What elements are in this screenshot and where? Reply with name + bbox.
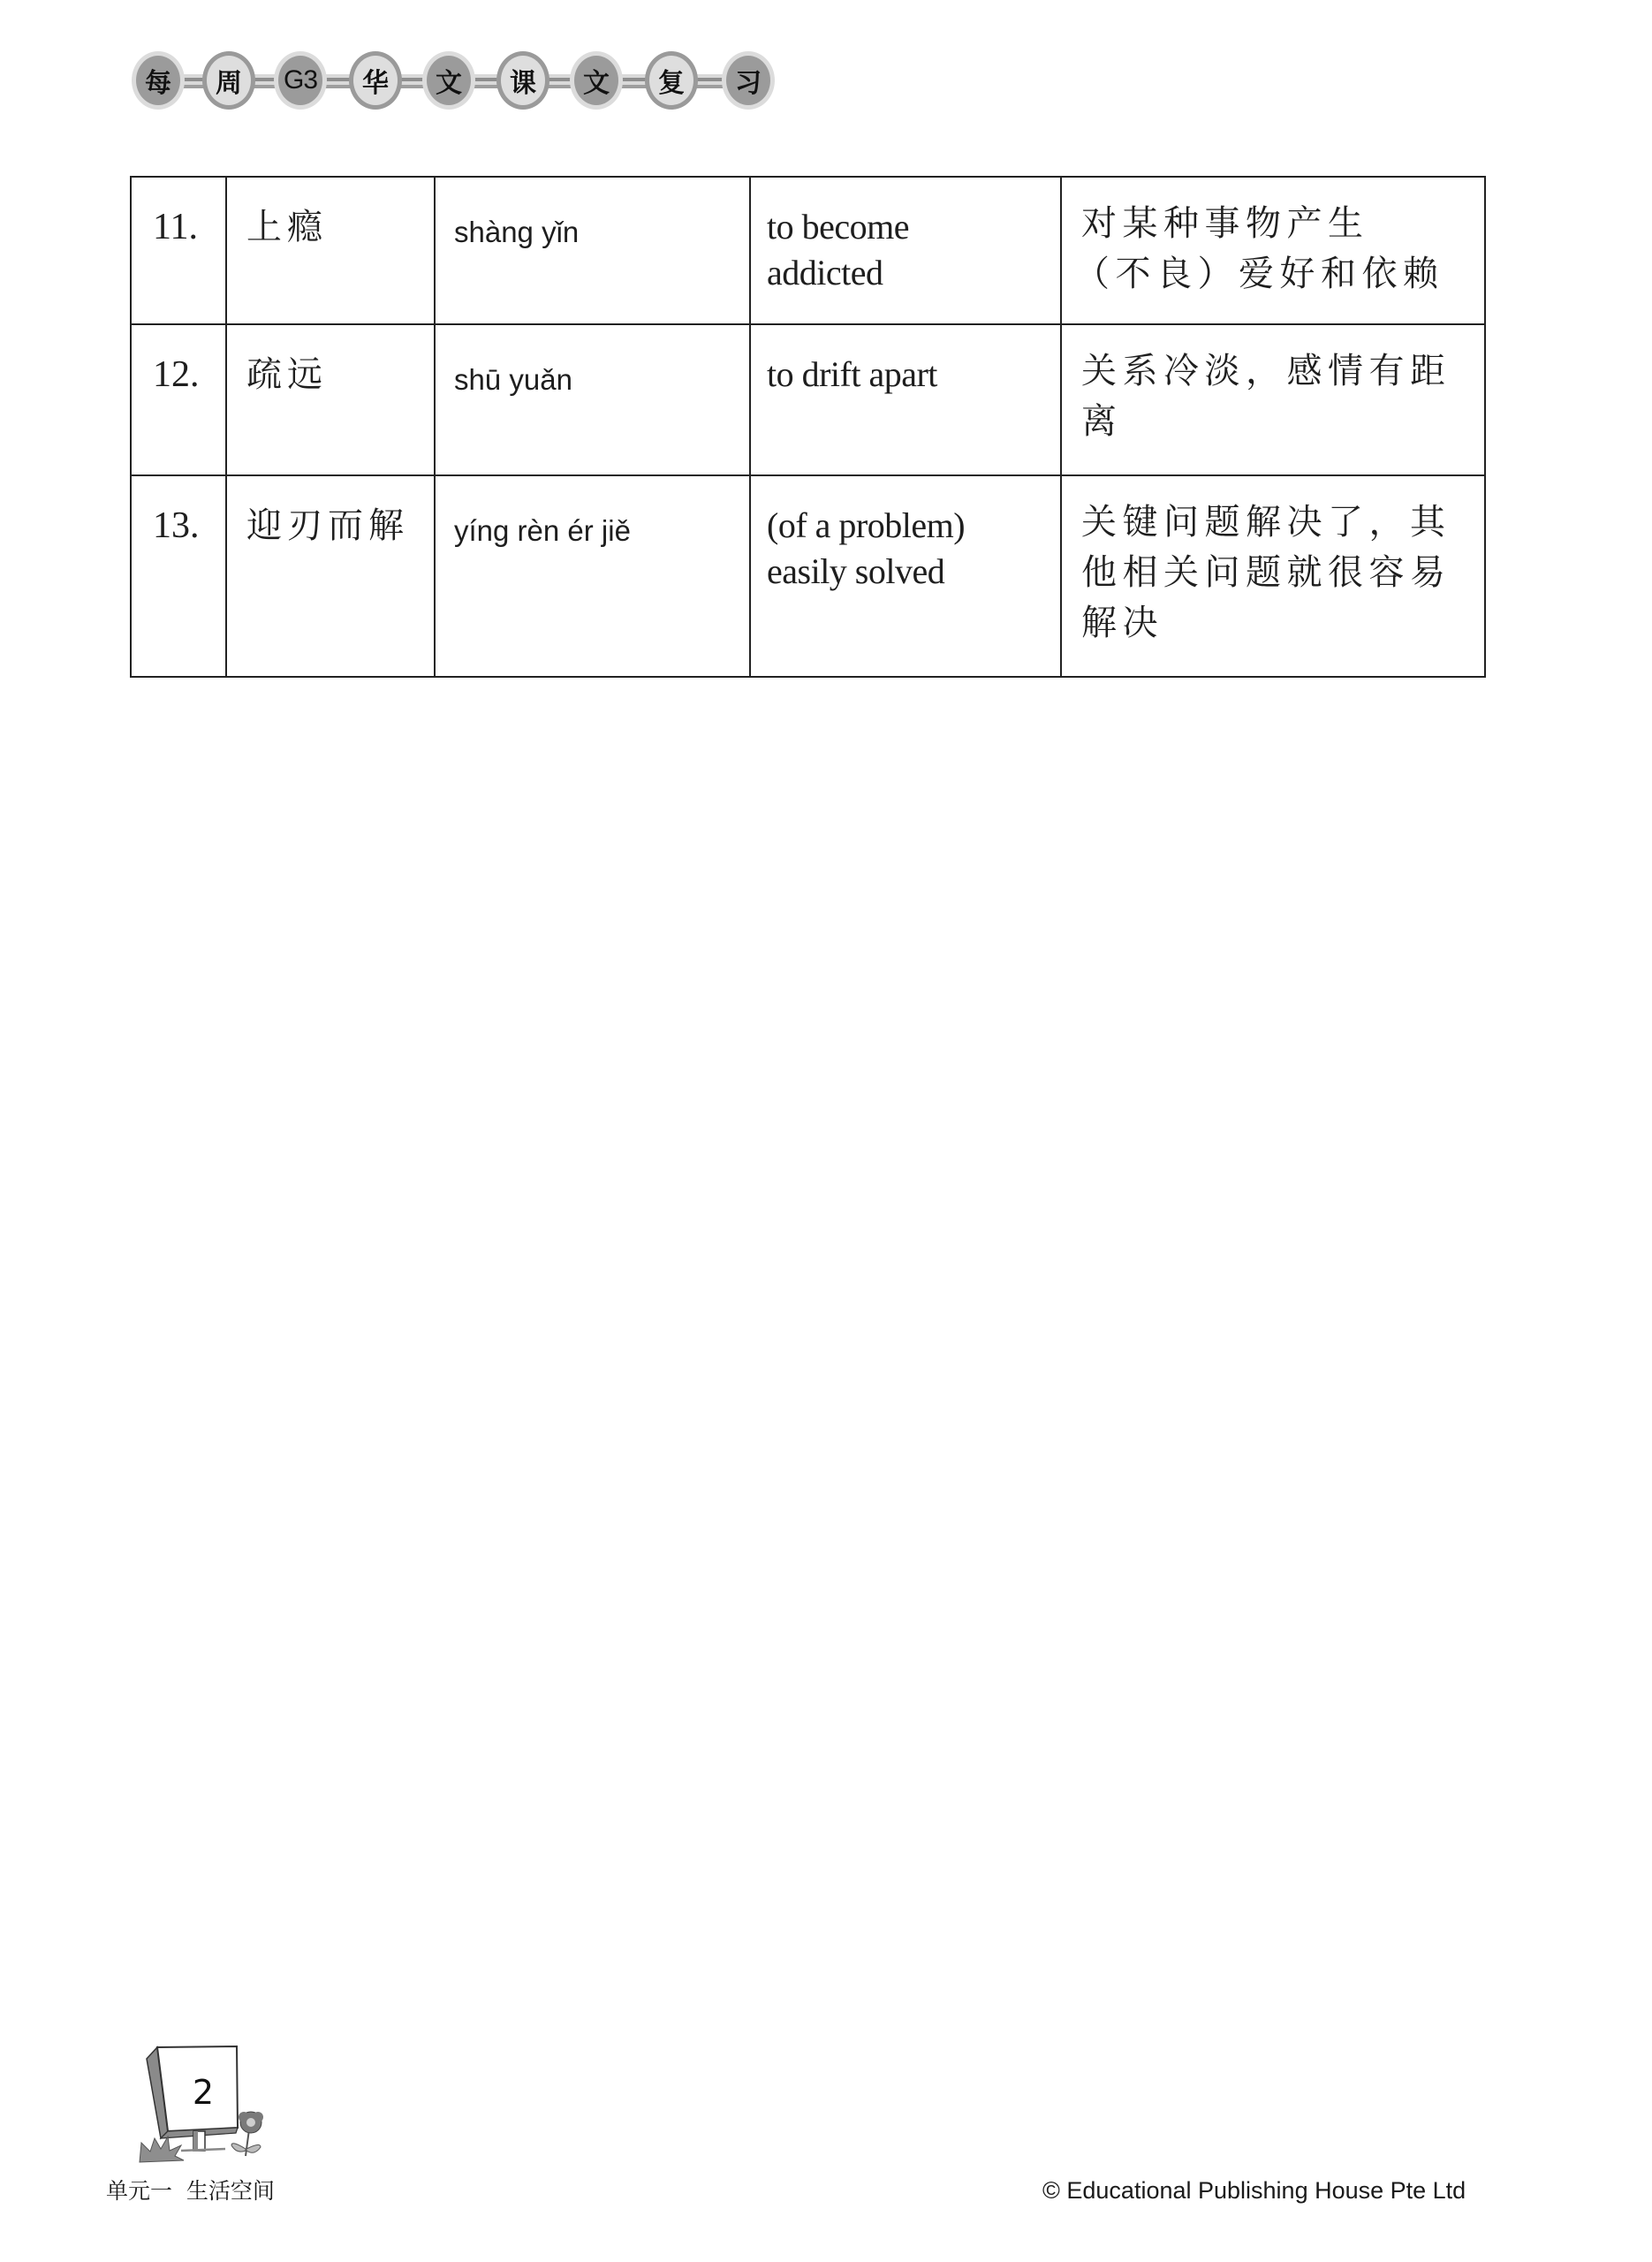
- definition-line: 解决: [1081, 603, 1163, 643]
- title-bead-char: 周: [216, 68, 242, 99]
- pinyin: shū yuǎn: [435, 324, 750, 475]
- pinyin: yíng rèn ér jiě: [435, 475, 750, 677]
- english-meaning: [750, 475, 1061, 677]
- title-bead-2: [202, 51, 255, 110]
- title-bead-char: 每: [145, 68, 171, 99]
- definition-line: 对某种事物产生: [1081, 203, 1369, 244]
- header-title-beads: [0, 0, 1652, 141]
- chinese-definition: [1061, 475, 1485, 677]
- title-bead-8: [645, 51, 698, 110]
- row-number: 11.: [131, 177, 226, 324]
- title-bead-char: 华: [362, 68, 389, 99]
- definition-line: 他相关问题就很容易: [1081, 552, 1451, 593]
- chinese-definition: [1061, 324, 1485, 475]
- definition-line: 离: [1081, 401, 1123, 442]
- english-line: (of a problem): [767, 505, 966, 545]
- english-meaning: [750, 177, 1061, 324]
- title-bead-1: [132, 51, 185, 110]
- definition-line: 关系冷淡，感情有距: [1081, 351, 1451, 391]
- chinese-term: 疏远: [226, 324, 435, 475]
- table-row: [131, 177, 1485, 324]
- title-bead-3: [274, 51, 327, 110]
- title-bead-char: 文: [583, 68, 610, 99]
- definition-line: 关键问题解决了，其: [1081, 502, 1451, 543]
- row-number: 13.: [131, 475, 226, 677]
- title-bead-6: [496, 51, 549, 110]
- pinyin: shàng yǐn: [435, 177, 750, 324]
- title-bead-char: G3: [283, 65, 318, 95]
- title-bead-4: [349, 51, 402, 110]
- table-row: [131, 324, 1485, 475]
- title-bead-9: [722, 51, 775, 110]
- vocabulary-table: [130, 176, 1486, 678]
- english-line: to drift apart: [767, 354, 937, 394]
- english-line: to become: [767, 207, 909, 247]
- title-bead-char: 课: [510, 68, 536, 99]
- chinese-term: 迎刃而解: [226, 475, 435, 677]
- title-bead-char: 文: [436, 68, 462, 99]
- english-line: addicted: [767, 253, 883, 292]
- english-meaning: [750, 324, 1061, 475]
- row-number: 12.: [131, 324, 226, 475]
- chinese-term: 上瘾: [226, 177, 435, 324]
- chinese-definition: [1061, 177, 1485, 324]
- english-line: easily solved: [767, 551, 945, 591]
- table-row: [131, 475, 1485, 677]
- title-bead-5: [422, 51, 475, 110]
- unit-label: 单元一 生活空间: [106, 2178, 275, 2204]
- title-bead-7: [570, 51, 623, 110]
- title-bead-char: 复: [658, 68, 685, 99]
- page-number: 2: [192, 2073, 215, 2112]
- copyright-notice: © Educational Publishing House Pte Ltd: [1042, 2177, 1466, 2204]
- title-bead-char: 习: [735, 68, 762, 99]
- definition-line: （不良）爱好和依赖: [1074, 254, 1444, 294]
